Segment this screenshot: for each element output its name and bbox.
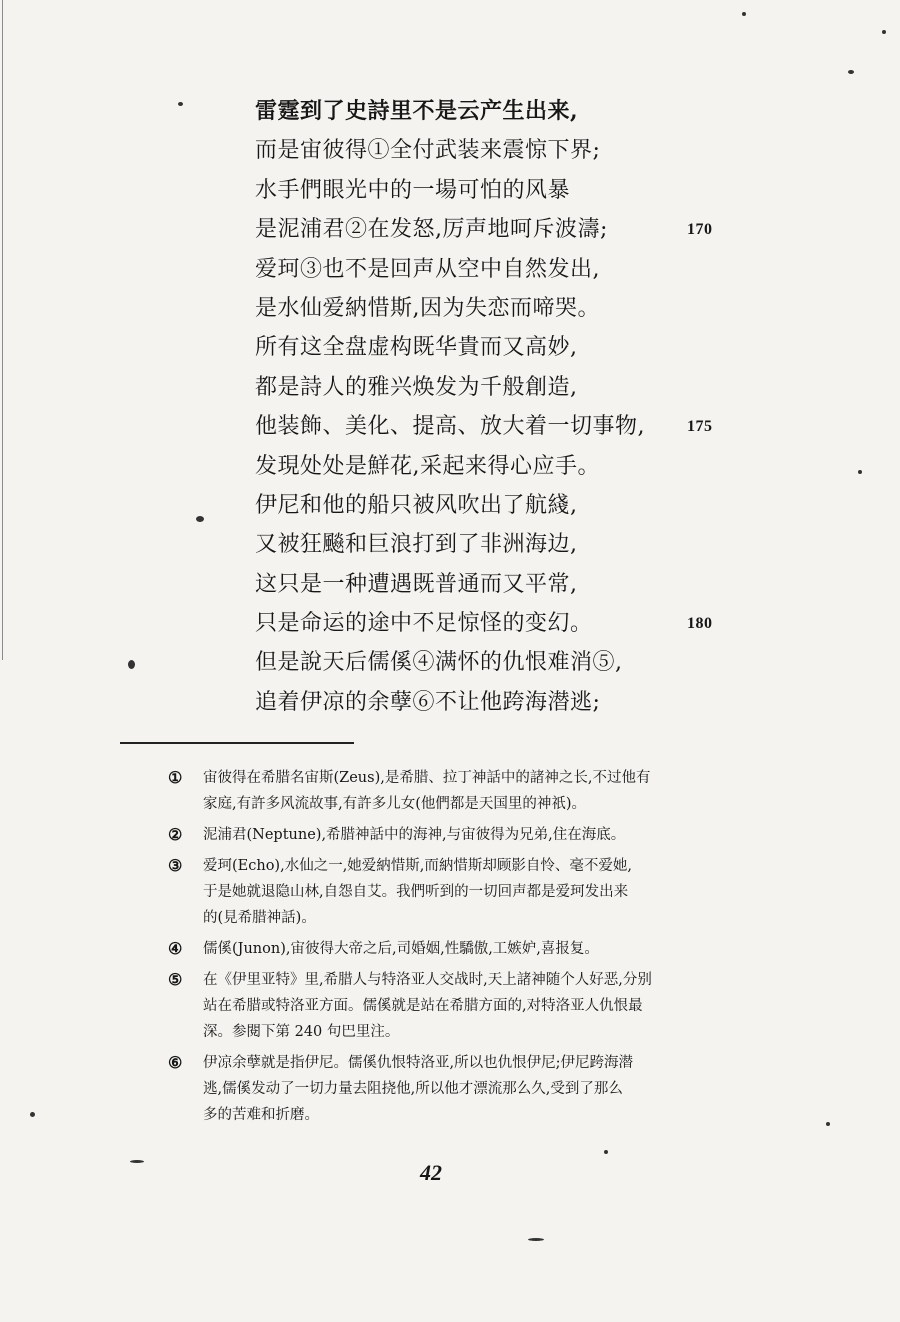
scan-speck — [30, 1112, 35, 1117]
poem-line: 水手們眼光中的一場可怕的风暴 — [255, 177, 571, 203]
scan-speck — [848, 70, 854, 74]
poem-line: 伊尼和他的船只被风吹出了航綫, — [255, 492, 578, 518]
poem-line: 是水仙爱納惜斯,因为失恋而啼哭。 — [255, 295, 600, 321]
line-number: 175 — [687, 418, 713, 436]
poem-line: 而是宙彼得①全付武装来震惊下界; — [255, 138, 601, 164]
poem-line: 是泥浦君②在发怒,厉声地呵斥波濤; 170 — [255, 210, 735, 249]
scan-speck — [826, 1122, 830, 1126]
scan-speck — [196, 516, 204, 522]
scan-speck — [178, 102, 183, 106]
page-number: 42 — [420, 1160, 442, 1185]
footnote — [168, 853, 758, 931]
footnote-mark: ② — [168, 825, 183, 844]
footnote-text: 宙彼得在希腊名宙斯(Zeus),是希腊、拉丁神話中的諸神之长,不过他有 家庭,有許多风流故事,有許多儿女(他們都是天国里的神祇)。 — [203, 770, 651, 812]
line-number: 180 — [687, 615, 713, 633]
page-edge-line — [2, 0, 3, 660]
poem-block — [255, 92, 735, 722]
poem-line: 发現处处是鮮花,采起来得心应手。 — [255, 453, 600, 479]
scan-speck — [528, 1238, 544, 1241]
footnote — [168, 967, 758, 1045]
poem-line: 又被狂飈和巨浪打到了非洲海边, — [255, 532, 578, 558]
poem-line: 但是說天后儒傒④满怀的仇恨难消⑤, — [255, 650, 623, 676]
footnote-text: 儒傒(Junon),宙彼得大帝之后,司婚姻,性驕傲,工嫉妒,喜报复。 — [203, 941, 599, 957]
footnote — [168, 765, 758, 817]
footnote-mark: ① — [168, 768, 183, 787]
footnote-text: 爱珂(Echo),水仙之一,她爱納惜斯,而納惜斯却顾影自怜、毫不爱她, 于是她就退隐山林,自怨自艾。我們听到的一切回声都是爱珂发出来 的(見希腊神話)。 — [203, 858, 633, 926]
footnotes — [168, 765, 758, 1133]
footnote-text: 伊凉余孽就是指伊尼。儒傒仇恨特洛亚,所以也仇恨伊尼;伊尼跨海潜 逃,儒傒发动了一切力量去阻挠他,所以他才漂流那么久,受到了那么 多的苦难和折磨。 — [203, 1055, 633, 1123]
poem-line: 雷霆到了史詩里不是云产生出来, — [255, 98, 579, 124]
poem-line: 都是詩人的雅兴焕发为千般創造, — [255, 374, 578, 400]
footnote — [168, 936, 758, 962]
line-number: 170 — [687, 221, 713, 239]
footnote-text: 在《伊里亚特》里,希腊人与特洛亚人交战时,天上諸神随个人好恶,分别 站在希腊或特洛亚方面。儒傒就是站在希腊方面的,对特洛亚人仇恨最 深。参閱下第 240 句巴里注。 — [203, 972, 652, 1040]
scan-speck — [128, 660, 135, 669]
scan-speck — [130, 1160, 144, 1163]
footnote-mark: ⑤ — [168, 970, 183, 989]
poem-line: 追着伊凉的余孽⑥不让他跨海潜逃; — [255, 689, 601, 715]
scan-speck — [882, 30, 886, 34]
footnote — [168, 822, 758, 848]
footnote — [168, 1050, 758, 1128]
poem-line: 爱珂③也不是回声从空中自然发出, — [255, 256, 600, 282]
footnote-mark: ⑥ — [168, 1053, 183, 1072]
footnote-mark: ④ — [168, 939, 183, 958]
poem-line: 他装飾、美化、提高、放大着一切事物, 175 — [255, 407, 735, 446]
poem-line: 这只是一种遭遇既普通而又平常, — [255, 571, 578, 597]
poem-line: 所有这全盘虚构既华貴而又高妙, — [255, 335, 578, 361]
footnote-divider — [120, 742, 354, 744]
scan-speck — [858, 470, 862, 474]
scan-speck — [742, 12, 746, 16]
poem-line: 只是命运的途中不足惊怪的变幻。 180 — [255, 604, 735, 643]
scan-speck — [604, 1150, 608, 1154]
footnote-mark: ③ — [168, 856, 183, 875]
footnote-text: 泥浦君(Neptune),希腊神話中的海神,与宙彼得为兄弟,住在海底。 — [203, 827, 626, 843]
